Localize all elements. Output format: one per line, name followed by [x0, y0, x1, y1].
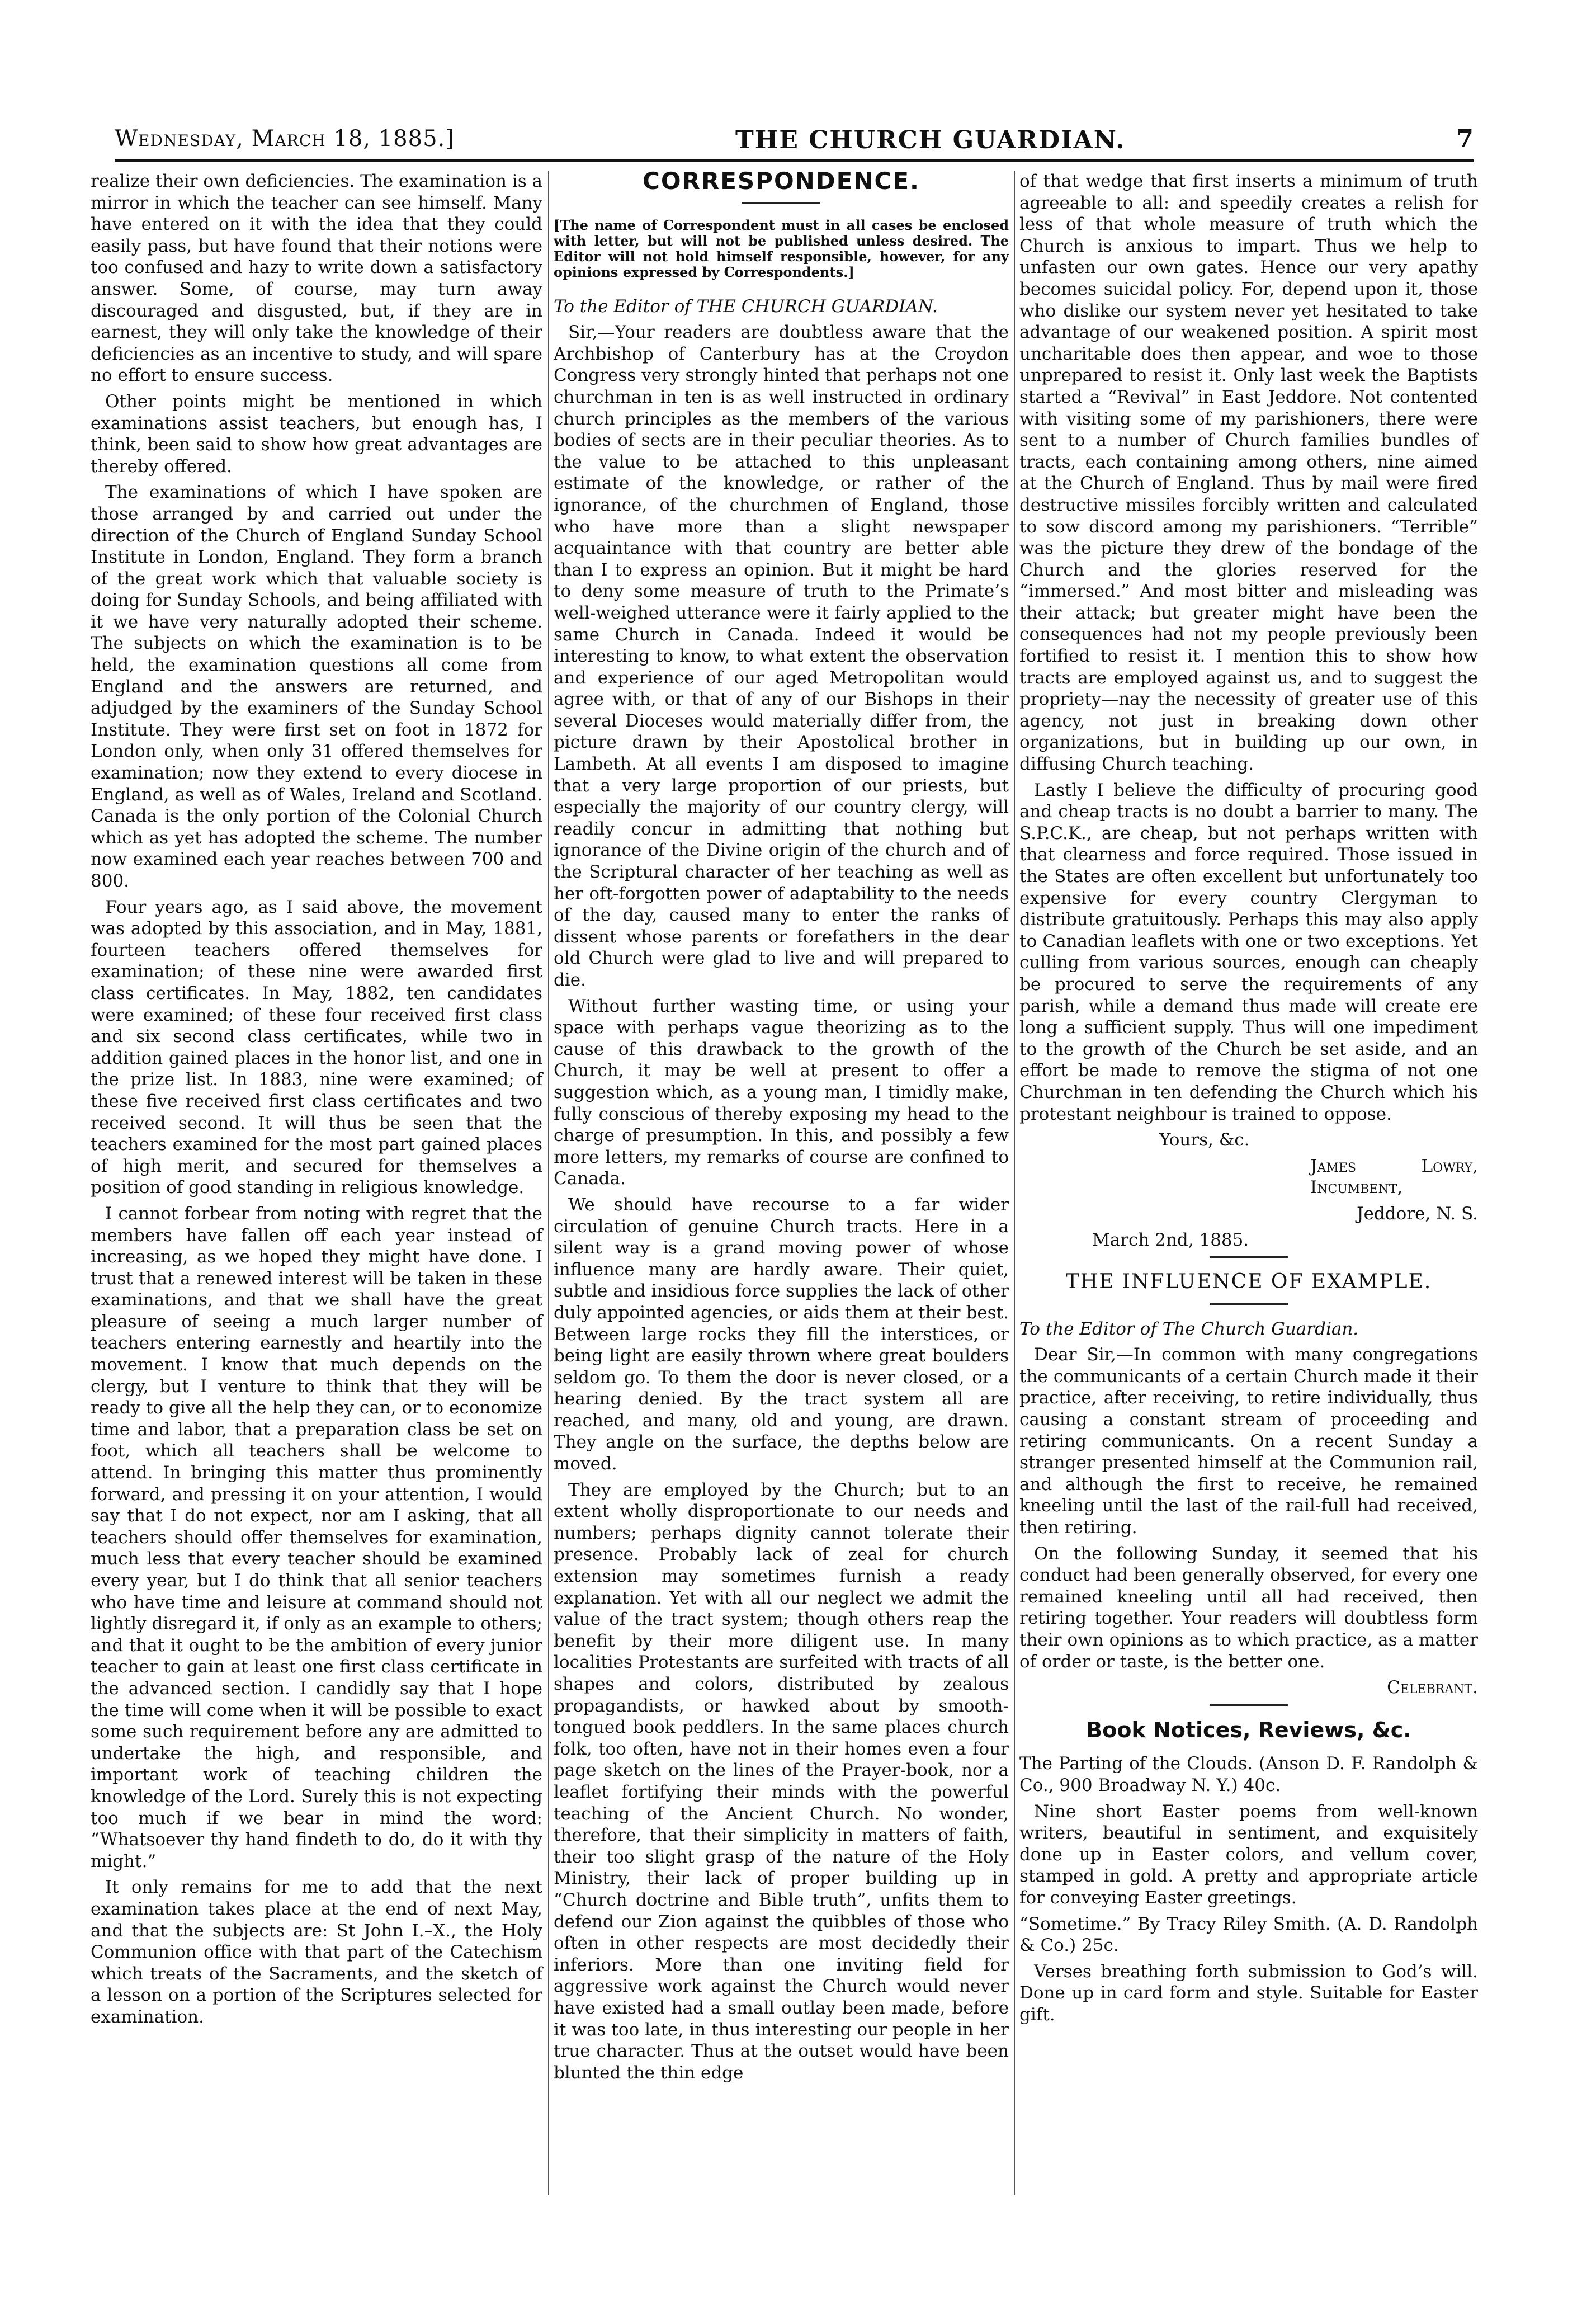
divider [1210, 1256, 1288, 1258]
section-heading: Book Notices, Reviews, &c. [1086, 1717, 1411, 1742]
divider [1210, 1303, 1288, 1305]
divider [1210, 1704, 1288, 1706]
paragraph: It only remains for me to add that the next examination takes place at the end of next May, and that the subjects are: St John I.–X., the Holy Communion office with that part of the Catechism which treats of the Sacraments, and the sketch of a lesson on a portion of the Scriptures selected for examination. [91, 1877, 542, 2027]
paragraph: Dear Sir,—In common with many congregations the communicants of a certain Church made it their practice, after receiving, to retire individually, thus causing a constant stream of proceeding and retiring communicants. On a recent Sunday a stranger presented himself at the Communion rail, and although the first to receive, he remained kneeling until the last of the rail-full had received, then retiring. [1019, 1345, 1478, 1538]
paragraph: Four years ago, as I said above, the movement was adopted by this association, and in May, 1881, fourteen teachers offered themselves for examination; of these nine were awarded first class certificates. In May, 1882, ten candidates were examined; of these four received first class and six second class certificates, while two in addition gained places in the honor list, and one in the prize list. In 1883, nine were examined; of these five received first class certificates and two received second. It will thus be seen that the teachers examined for the most part gained places of high merit, and secured for themselves a position of good standing in religious knowledge. [91, 897, 542, 1198]
column-divider [548, 171, 549, 2195]
book-notice-description: Nine short Easter poems from well-known writers, beautiful in sentiment, and exquisitely done up in Easter colors, and vellum cover, stamped in gold. A pretty and appropriate article for conveying Easter greetings. [1019, 1801, 1478, 1908]
column-2 [554, 167, 1009, 2088]
column-1 [91, 171, 542, 2032]
paragraph: We should have recourse to a far wider circulation of genuine Church tracts. Here in a silent way is a grand moving power of whose influence many are hardly aware. Their quiet, subtle and insidious force supplies the lack of other duly appointed agencies, or aids them at their best. Between large rocks they fill the interstices, or being light are easily thrown where great boulders seldom go. To them the door is never closed, or a hearing denied. By the tract system all are reached, and many, old and young, are drawn. They angle on the surface, the depths below are moved. [554, 1194, 1009, 1474]
column-divider [1014, 171, 1015, 2195]
section-heading: CORRESPONDENCE. [643, 167, 920, 195]
letter-date: March 2nd, 1885. [1092, 1229, 1249, 1250]
paragraph: They are employed by the Church; but to an extent wholly disproportionate to our needs and numbers; perhaps dignity cannot tolerate their presence. Probably lack of zeal for church extension may sometimes furnish a ready explanation. Yet with all our neglect we admit the value of the tract system; though others reap the benefit by their more diligent use. In many localities Protestants are surfeited with tracts of all shapes and colors, distributed by zealous propagandists, or hawked about by smooth-tongued book peddlers. In the same places church folk, too often, have not in their homes even a four page sketch on the lines of the Prayer-book, nor a leaflet fortifying their minds with the powerful teaching of the Ancient Church. No wonder, therefore, that their simplicity in matters of faith, their too slight grasp of the nature of the Holy Ministry, their lack of proper building up in “Church doctrine and Bible truth”, unfits them to defend our Zion against the quibbles of those who often in other respects are most decidedly their inferiors. More than one inviting field for aggressive work against the Church would never have existed had a small outlay been made, before it was too late, in thus interesting our people in her true character. Thus at the outset would have been blunted the thin edge [554, 1479, 1009, 2083]
issue-date: Wednesday, March 18, 1885.] [115, 126, 455, 152]
letter-location: Jeddore, N. S. [1357, 1203, 1478, 1224]
book-notice-description: Verses breathing forth submission to God’s will. Done up in card form and style. Suitable for Easter gift. [1019, 1961, 1478, 2025]
section-heading: THE INFLUENCE OF EXAMPLE. [1065, 1270, 1432, 1294]
paragraph: of that wedge that first inserts a minimum of truth agreeable to all: and speedily creates a relish for less of that whole measure of truth which the Church is anxious to impart. Thus we help to unfasten our own gates. Hence our very apathy becomes suicidal policy. For, depend upon it, those who dislike our system never yet hesitated to take advantage of our weakened position. A spirit most uncharitable does then appear, and woe to those unprepared to resist it. Only last week the Baptists started a “Revival” in East Jeddore. Not contented with visiting some of my parishioners, there were sent to a number of Church families bundles of tracts, each containing among others, nine aimed at the Church of England. Thus by mail were fired destructive missiles forcibly written and calculated to sow discord among my parishioners. “Terrible” was the picture they drew of the bondage of the Church and the glories reserved for the “immersed.” And most bitter and misleading was their attack; but greater might have been the consequences had not my people previously been fortified to resist it. I mention this to show how tracts are employed against us, and to suggest the propriety—nay the necessity of greater use of this agency, not just in breaking down other organizations, but in building up our own, in diffusing Church teaching. [1019, 171, 1478, 775]
salutation: To the Editor of The Church Guardian. [1019, 1318, 1359, 1339]
page-number: 7 [1456, 125, 1474, 153]
paragraph: Lastly I believe the difficulty of procuring good and cheap tracts is no doubt a barrier to many. The S.P.C.K., are cheap, but not perhaps written with that clearness and force required. Those issued in the States are often excellent but unfortunately too expensive for every country Clergyman to distribute gratuitously. Perhaps this may also apply to Canadian leaflets with one or two exceptions. Yet culling from various sources, enough can cheaply be procured to serve the requirements of any parish, while a demand thus made will create ere long a sufficient supply. Thus will one impediment to the growth of the Church be set aside, and an effort be made to remove the stigma of not one Churchman in ten defending the Church which his protestant neighbour is trained to oppose. [1019, 780, 1478, 1124]
divider [742, 202, 820, 204]
book-notice-title: “Sometime.” By Tracy Riley Smith. (A. D. Randolph & Co.) 25c. [1019, 1913, 1478, 1956]
paragraph: Without further wasting time, or using your space with perhaps vague theorizing as to the cause of this drawback to the growth of the Church, it may be well at present to offer a suggestion which, as a young man, I timidly make, fully conscious of thereby exposing my head to the charge of presumption. In this, and possibly a few more letters, my remarks of course are confined to Canada. [554, 996, 1009, 1189]
letter-signature: Celebrant. [1387, 1677, 1478, 1698]
column-3 [1019, 171, 1478, 2030]
paragraph: On the following Sunday, it seemed that his conduct had been generally observed, for every one remained kneeling until all had received, then retiring together. Your readers will doubtless form their own opinions as to which practice, as a matter of order or taste, is the better one. [1019, 1543, 1478, 1672]
editorial-notice: [The name of Correspondent must in all cases be enclosed with letter, but will not be published unless desired. The Editor will not hold himself responsible, however, for any opinions expressed by Correspondents.] [554, 216, 1009, 280]
masthead [115, 115, 1474, 162]
paragraph: Sir,—Your readers are doubtless aware that the Archbishop of Canterbury has at the Croydon Congress very strongly hinted that perhaps not one churchman in ten is as well instructed in ordinary church principles as the members of the various bodies of sects are in their peculiar theories. As to the value to be attached to this unpleasant estimate of the knowledge, or rather of the ignorance, of the churchmen of England, those who have more than a slight newspaper acquaintance with that country are better able than I to express an opinion. But it might be hard to deny some measure of truth to the Primate’s well-weighed utterance were it fairly applied to the same Church in Canada. Indeed it would be interesting to know, to what extent the observation and experience of our aged Metropolitan would agree with, or that of any of our Bishops in their several Dioceses would materially differ from, the picture drawn by their Apostolical brother in Lambeth. At all events I am disposed to imagine that a very large proportion of our priests, but especially the majority of our country clergy, will readily concur in admitting that nothing but ignorance of the Divine origin of the church and of the Scriptural character of her teaching as well as her oft-forgotten power of adaptability to the needs of the day, caused many to enter the ranks of dissent whose parents or forefathers in the dear old Church were glad to live and will prepared to die. [554, 322, 1009, 990]
paragraph: The examinations of which I have spoken are those arranged by and carried out under the direction of the Church of England Sunday School Institute in London, England. They form a branch of the great work which that valuable society is doing for Sunday Schools, and being affiliated with it we have very naturally adopted their scheme. The subjects on which the examination is to be held, the examination questions all come from England and the answers are returned, and adjudged by the examiners of the Sunday School Institute. They were first set on foot in 1872 for London only, when only 31 offered themselves for examination; now they extend to every diocese in England, as well as of Wales, Ireland and Scotland. Canada is the only portion of the Colonial Church which as yet has adopted the scheme. The number now examined each year reaches between 700 and 800. [91, 482, 542, 891]
salutation: To the Editor of THE CHURCH GUARDIAN. [554, 296, 938, 317]
book-notice-title: The Parting of the Clouds. (Anson D. F. Randolph & Co., 900 Broadway N. Y.) 40c. [1019, 1753, 1478, 1795]
paragraph: Other points might be mentioned in which examinations assist teachers, but enough has, I think, been said to show how great advantages are thereby offered. [91, 391, 542, 477]
letter-closing: Yours, &c. [1159, 1130, 1250, 1151]
paragraph: realize their own deficiencies. The examination is a mirror in which the teacher can see himself. Many have entered on it with the idea that they could easily pass, but have found that their notions were too confused and hazy to write down a satisfactory answer. Some, of course, may turn away discouraged and disgusted, but, if they are in earnest, they will only take the knowledge of their deficiencies as an incentive to study, and will spare no effort to ensure success. [91, 171, 542, 386]
newspaper-title: THE CHURCH GUARDIAN. [735, 126, 1126, 154]
letter-signature: James Lowry, Incumbent, [1310, 1156, 1478, 1198]
paragraph: I cannot forbear from noting with regret that the members have fallen off each year instead of increasing, as we hoped they might have done. I trust that a renewed interest will be taken in these examinations, and that we shall have the great pleasure of seeing a much larger number of teachers entering earnestly and heartily into the movement. I know that much depends on the clergy, but I venture to think that they will be ready to give all the help they can, or to economize time and labor, that a preparation class be set on foot, which all teachers shall be welcome to attend. In bringing this matter thus prominently forward, and pressing it on your attention, I would say that I do not expect, nor am I asking, that all teachers should offer themselves for examination, much less that every teacher should be examined every year, but I do think that all senior teachers who have time and leisure at command should not lightly disregard it, if only as an example to others; and that it ought to be the ambition of every junior teacher to gain at least one first class certificate in the advanced section. I candidly say that I hope the time will come when it will be possible to exact some such requirement before any are admitted to undertake the high, and responsible, and important work of teaching children the knowledge of the Lord. Surely this is not expecting too much if we bear in mind the word: “Whatsoever thy hand findeth to do, do it with thy might.” [91, 1203, 542, 1872]
